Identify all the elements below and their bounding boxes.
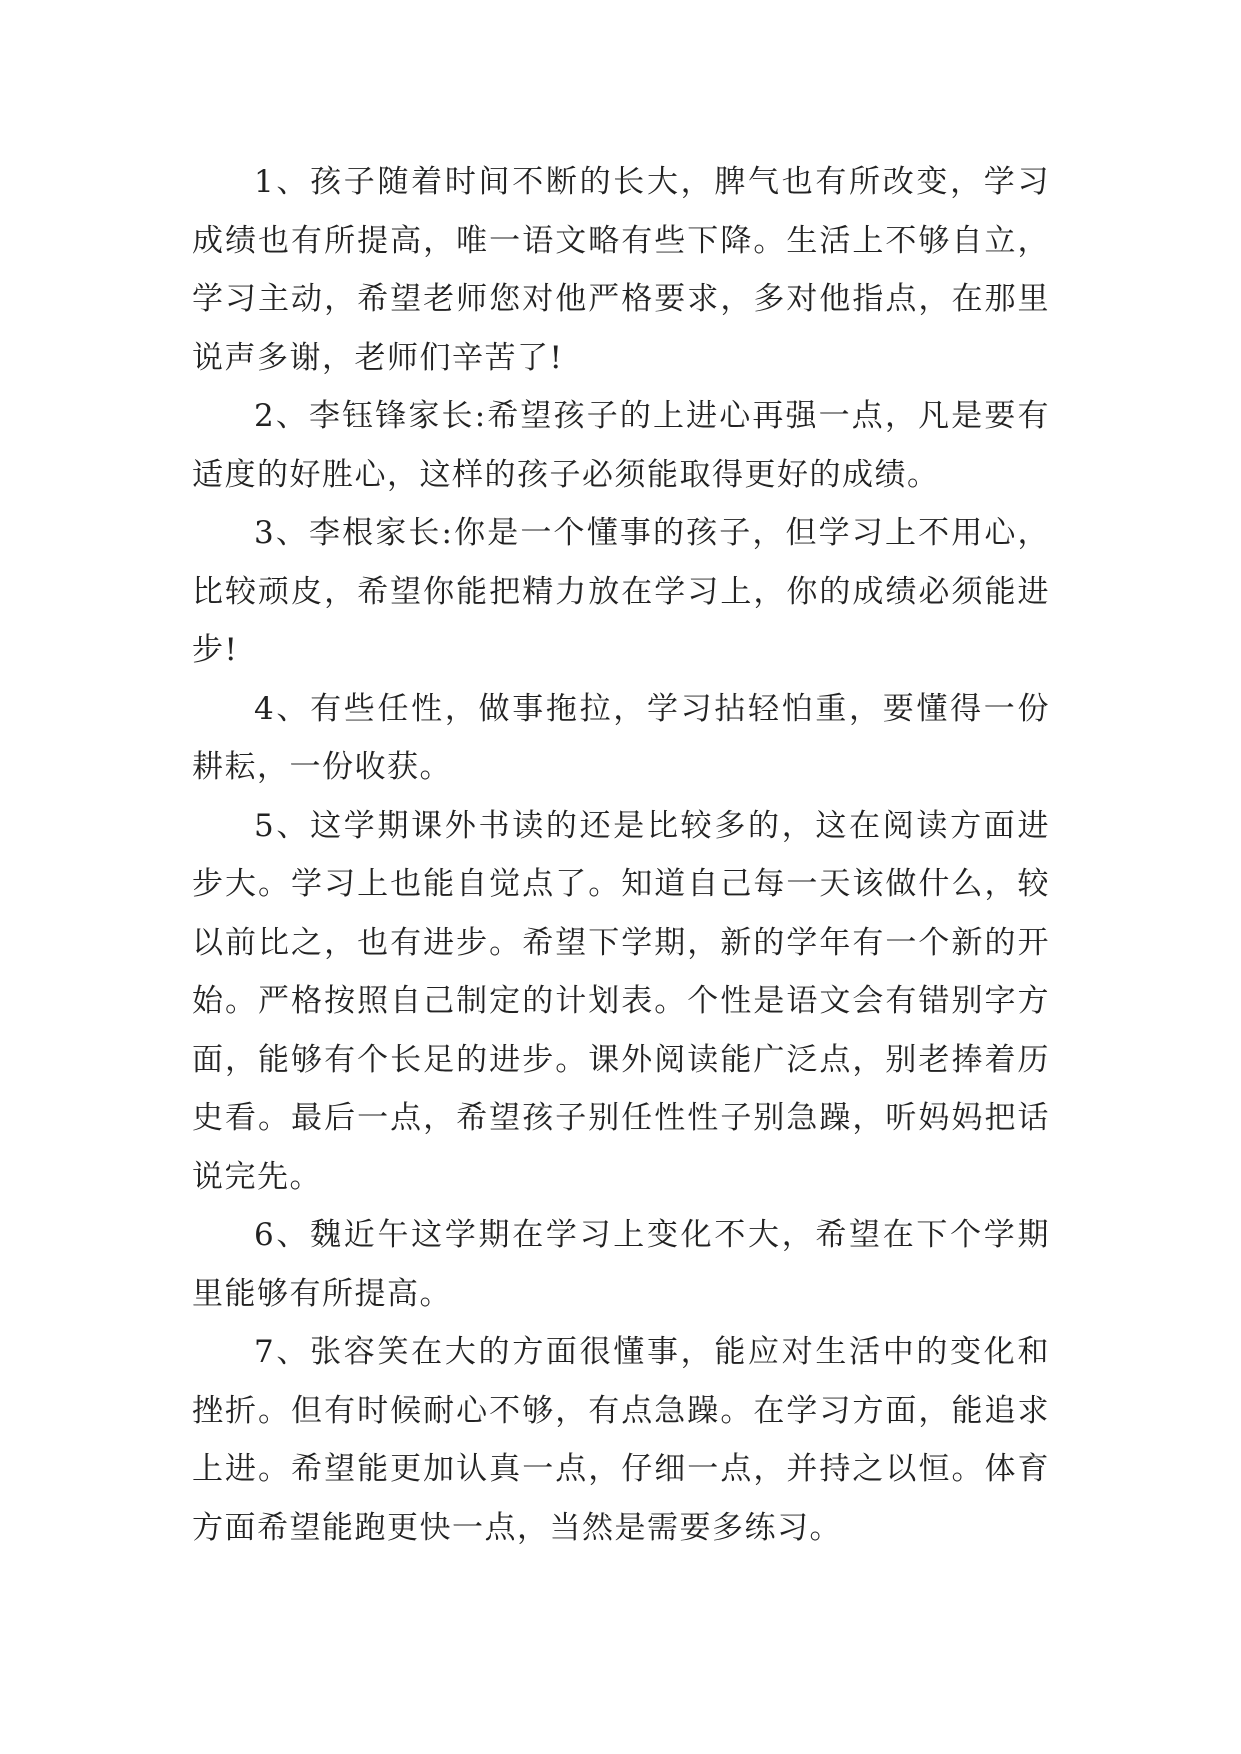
paragraph-7: 7、张容笑在大的方面很懂事，能应对生活中的变化和挫折。但有时候耐心不够，有点急躁。在学习方面，能追求上进。希望能更加认真一点，仔细一点，并持之以恒。体育方面希望能跑更快一点，当然是需要多练习。	[192, 1334, 1050, 1546]
paragraph-6: 6、魏近午这学期在学习上变化不大，希望在下个学期里能够有所提高。	[192, 1217, 1050, 1312]
paragraph-4: 4、有些任性，做事拖拉，学习拈轻怕重，要懂得一份耕耘，一份收获。	[192, 690, 1050, 785]
paragraph-3: 3、李根家长:你是一个懂事的孩子，但学习上不用心，比较顽皮，希望你能把精力放在学习上，你的成绩必须能进步!	[192, 515, 1050, 668]
paragraph-5: 5、这学期课外书读的还是比较多的，这在阅读方面进步大。学习上也能自觉点了。知道自己每一天该做什么，较以前比之，也有进步。希望下学期，新的学年有一个新的开始。严格按照自己制定的计划表。个性是语文会有错别字方面，能够有个长足的进步。课外阅读能广泛点，别老捧着历史看。最后一点，希望孩子别任性性子别急躁，听妈妈把话说完先。	[192, 807, 1050, 1195]
paragraph-1: 1、孩子随着时间不断的长大，脾气也有所改变，学习成绩也有所提高，唯一语文略有些下降。生活上不够自立，学习主动，希望老师您对他严格要求，多对他指点，在那里说声多谢，老师们辛苦了!	[192, 164, 1050, 376]
paragraph-2: 2、李钰锋家长:希望孩子的上进心再强一点，凡是要有适度的好胜心，这样的孩子必须能取得更好的成绩。	[192, 398, 1050, 493]
document-body	[192, 153, 1050, 1557]
